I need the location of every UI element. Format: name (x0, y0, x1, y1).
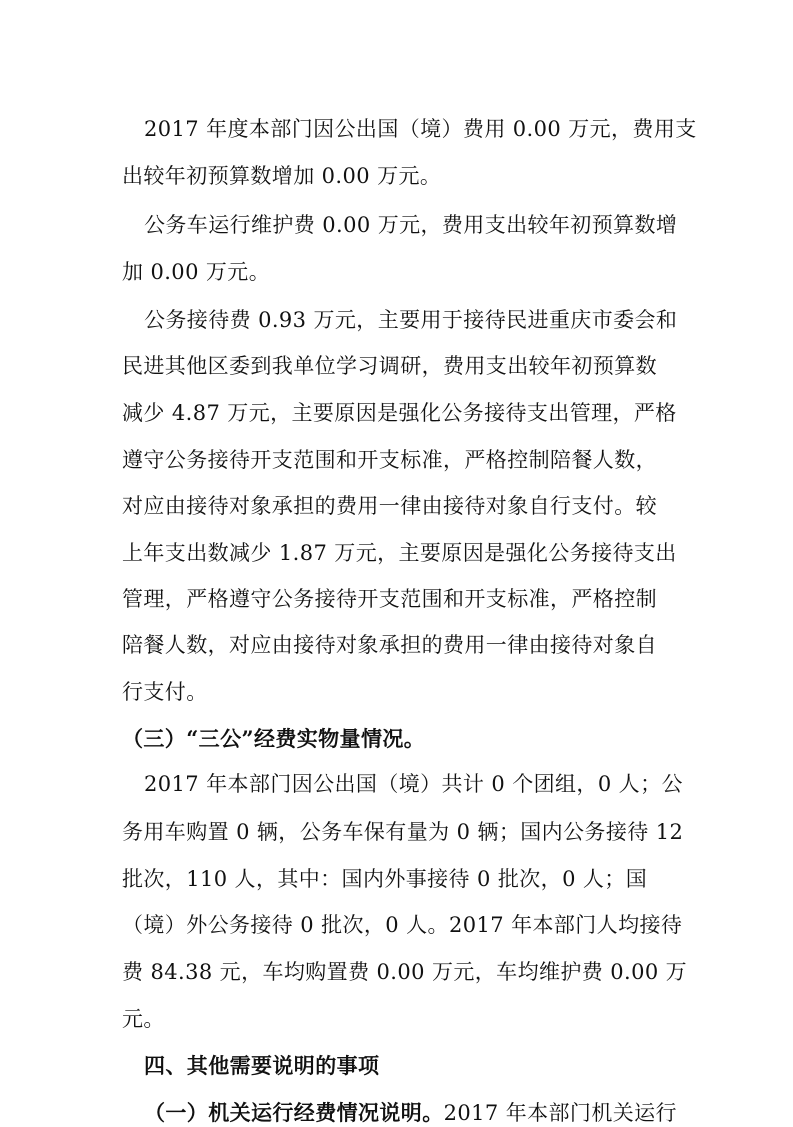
paragraph-line: 公务接待费 0.93 万元，主要用于接待民进重庆市委会和 (144, 308, 678, 332)
paragraph-line: 对应由接待对象承担的费用一律由接待对象自行支付。较 (122, 494, 657, 518)
paragraph-line: 元。 (122, 1007, 165, 1031)
section-heading: （三）“三公”经费实物量情况。 (122, 726, 426, 751)
paragraph-line: 2017 年度本部门因公出国（境）费用 0.00 万元，费用支 (144, 117, 697, 141)
paragraph-line (144, 1099, 677, 1127)
paragraph-text: 2017 年本部门机关运行 (443, 1101, 677, 1125)
paragraph-line: 上年支出数减少 1.87 万元，主要原因是强化公务接待支出 (122, 541, 677, 565)
paragraph-line: 公务车运行维护费 0.00 万元，费用支出较年初预算数增 (144, 213, 678, 237)
paragraph-line: 遵守公务接待开支范围和开支标准，严格控制陪餐人数， (122, 448, 657, 472)
paragraph-line: 减少 4.87 万元，主要原因是强化公务接待支出管理，严格 (122, 401, 677, 425)
paragraph-line: 行支付。 (122, 680, 208, 704)
paragraph-line: 出较年初预算数增加 0.00 万元。 (122, 164, 442, 188)
paragraph-line: 加 0.00 万元。 (122, 260, 271, 284)
paragraph-line: 费 84.38 元，车均购置费 0.00 万元，车均维护费 0.00 万 (122, 960, 688, 984)
paragraph-line: 陪餐人数，对应由接待对象承担的费用一律由接待对象自 (122, 633, 657, 657)
paragraph-line: 管理，严格遵守公务接待开支范围和开支标准，严格控制 (122, 587, 657, 611)
paragraph-line: 批次，110 人，其中：国内外事接待 0 批次，0 人；国 (122, 867, 648, 891)
paragraph-line: 民进其他区委到我单位学习调研，费用支出较年初预算数 (122, 354, 657, 378)
paragraph-line: 2017 年本部门因公出国（境）共计 0 个团组，0 人；公 (144, 772, 683, 796)
paragraph-line: 务用车购置 0 辆，公务车保有量为 0 辆；国内公务接待 12 (122, 820, 684, 844)
section-heading: 四、其他需要说明的事项 (144, 1053, 380, 1078)
paragraph-line: （境）外公务接待 0 批次，0 人。2017 年本部门人均接待 (122, 913, 683, 937)
subsection-heading: （一）机关运行经费情况说明。 (144, 1100, 444, 1125)
